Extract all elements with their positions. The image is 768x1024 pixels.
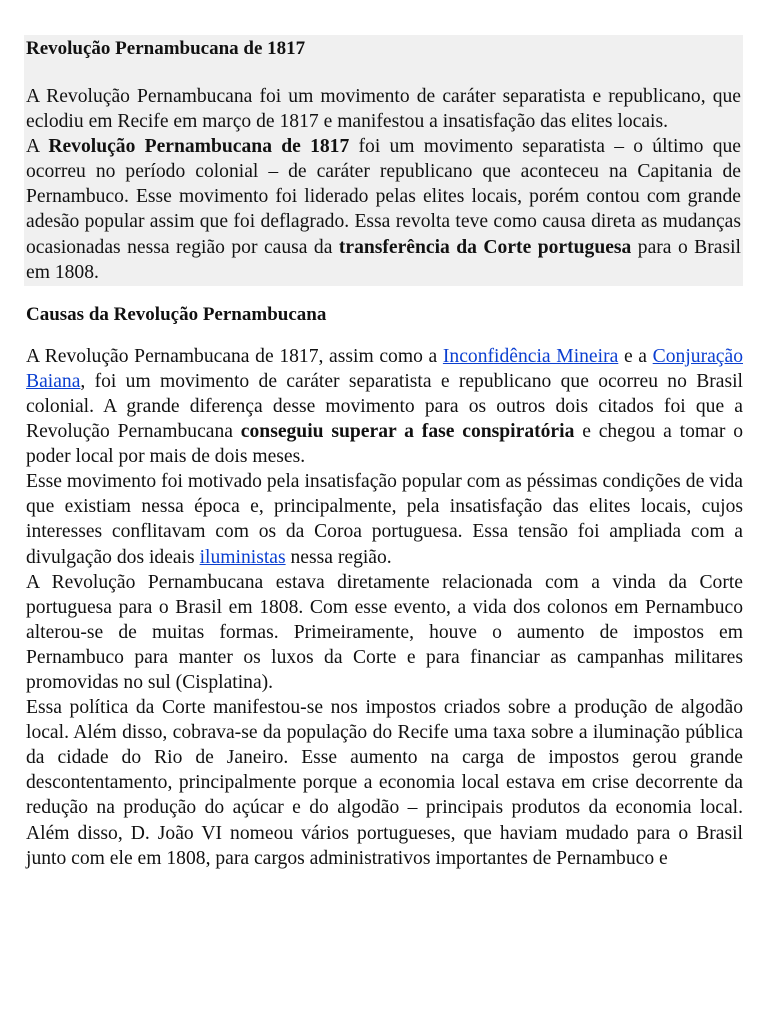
- section-heading: Causas da Revolução Pernambucana: [26, 303, 327, 325]
- text-span: para o Brasil em 1808.: [26, 236, 741, 283]
- causes-paragraph-2: [26, 469, 743, 569]
- link-inconfidencia-mineira[interactable]: Inconfidência Mineira: [442, 345, 619, 367]
- bold-text: Revolução Pernambucana de 1817: [48, 136, 350, 158]
- document-page: [26, 35, 743, 871]
- text-span: e a: [618, 345, 653, 367]
- text-span: nessa região.: [285, 546, 392, 568]
- link-conjuracao-baiana[interactable]: Conjuração Baiana: [26, 345, 743, 392]
- causes-paragraph-1: [26, 344, 743, 469]
- text-span: foi um movimento separatista – o último que ocorreu no período colonial – de caráter republicano que aconteceu na Capitania de Pernambuco. Esse movimento foi liderado pelas elites locais, porém contou com grande adesão popular assim que foi deflagrado. Essa revolta teve como causa direta as mudanças ocasionadas nessa região por causa da: [26, 136, 741, 258]
- text-span: e chegou a tomar o poder local por mais de dois meses.: [26, 421, 744, 468]
- intro-paragraph-2: [26, 134, 741, 286]
- text-span: Esse movimento foi motivado pela insatisfação popular com as péssimas condições de vida que existiam nessa época e, principalmente, pela insatisfação das elites locais, cujos interesses conflitavam com os da Coroa portuguesa. Essa tensão foi ampliada com a divulgação dos ideais: [26, 471, 743, 568]
- bold-text: conseguiu superar a fase conspiratória: [240, 421, 575, 443]
- page-title: Revolução Pernambucana de 1817: [26, 38, 306, 59]
- intro-paragraph-1: A Revolução Pernambucana foi um movimento de caráter separatista e republicano, que eclodiu em Recife em março de 1817 e manifestou a insatisfação das elites locais.: [26, 86, 741, 133]
- link-iluministas[interactable]: iluministas: [199, 546, 286, 568]
- text-span: A: [26, 136, 49, 158]
- intro-block: [24, 35, 743, 286]
- text-span: A Revolução Pernambucana de 1817, assim como a: [26, 345, 443, 367]
- causes-paragraph-4: Essa política da Corte manifestou-se nos impostos criados sobre a produção de algodão local. Além disso, cobrava-se da população do Recife uma taxa sobre a iluminação pública da cidade do Rio de Janeiro. Esse aumento na carga de impostos gerou grande descontentamento, principalmente porque a economia local estava em crise decorrente da redução na produção do açúcar e do algodão – principais produtos da economia local. Além disso, D. João VI nomeou vários portugueses, que haviam mudado para o Brasil junto com ele em 1808, para cargos administrativos importantes de Pernambuco e: [26, 697, 743, 869]
- text-span: , foi um movimento de caráter separatista e republicano que ocorreu no Brasil colonial. A grande diferença desse movimento para os outros dois citados foi que a Revolução Pernambucana: [26, 370, 743, 443]
- bold-text: transferência da Corte portuguesa: [338, 236, 632, 258]
- causes-paragraph-3: A Revolução Pernambucana estava diretamente relacionada com a vinda da Corte portuguesa para o Brasil em 1808. Com esse evento, a vida dos colonos em Pernambuco alterou-se de muitas formas. Primeiramente, houve o aumento de impostos em Pernambuco para manter os luxos da Corte e para financiar as campanhas militares promovidas no sul (Cisplatina).: [26, 571, 743, 693]
